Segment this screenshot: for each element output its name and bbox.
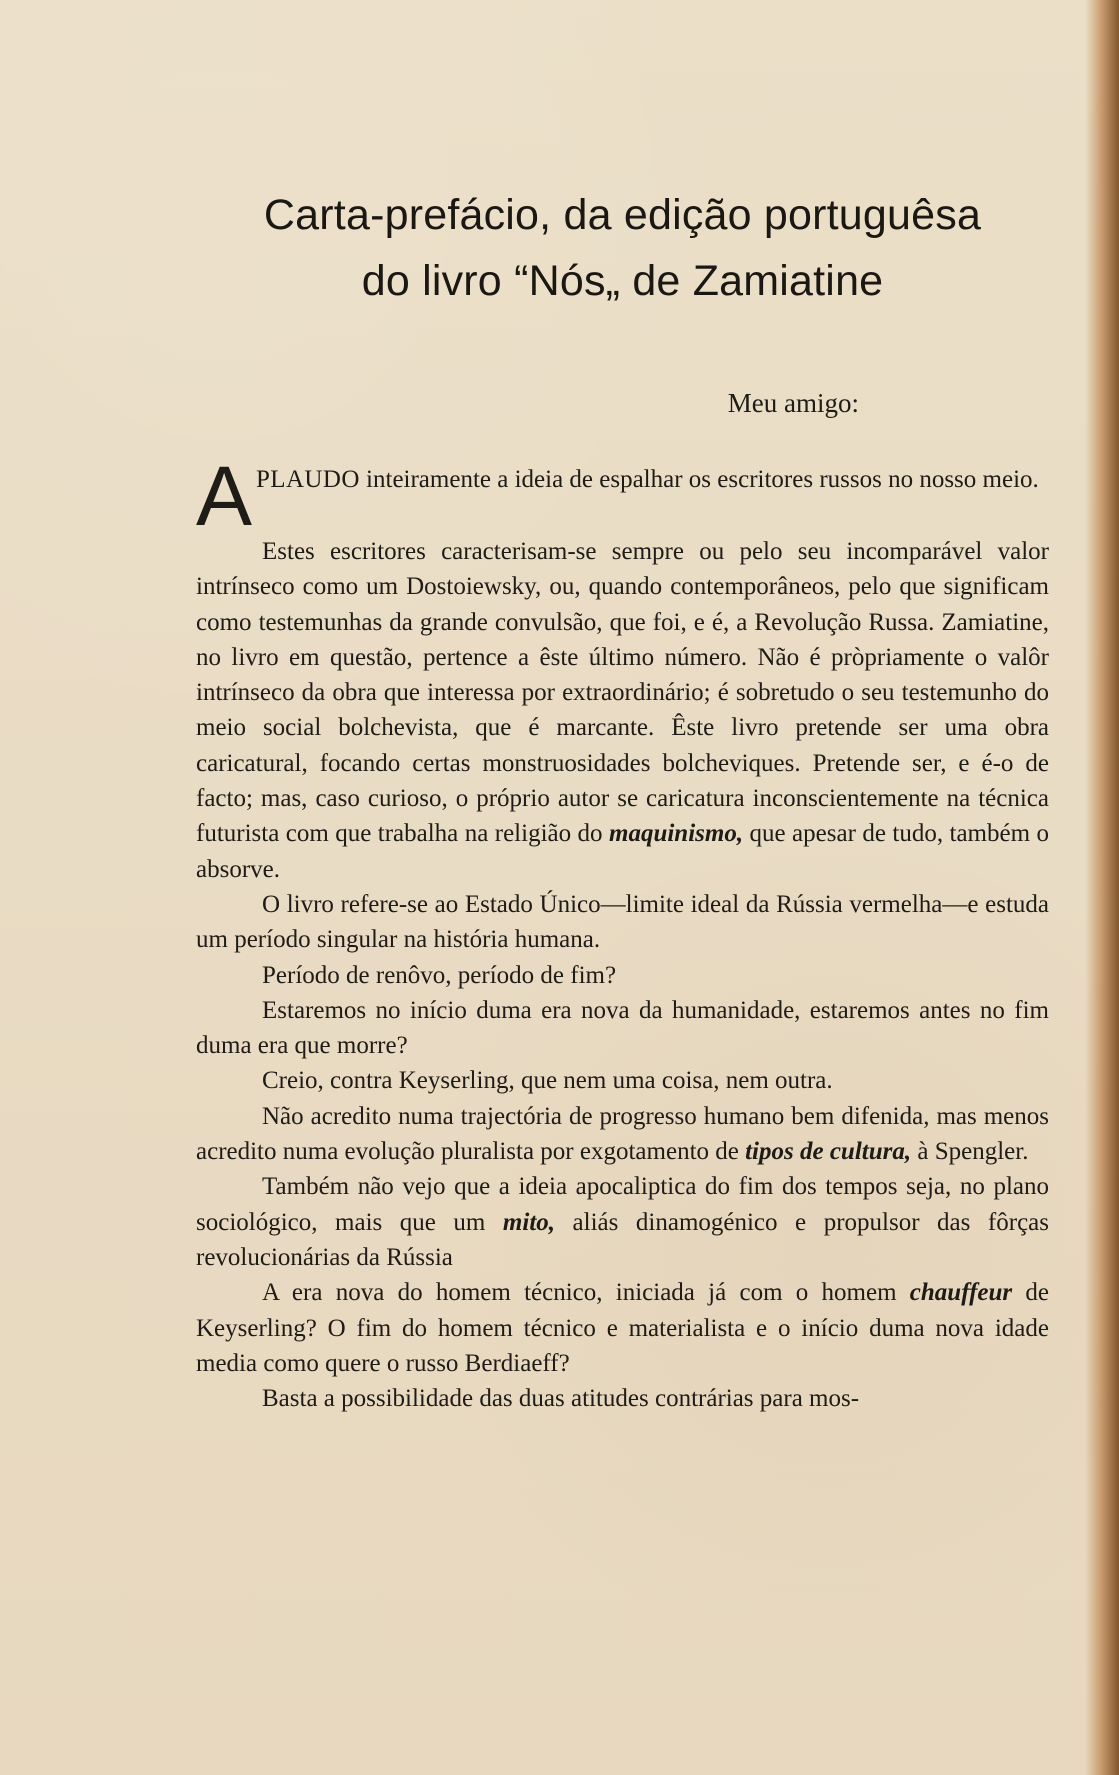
page-edge — [1085, 0, 1119, 1775]
opening-small-caps: PLAUDO — [256, 466, 360, 493]
paragraph-2-text-b: que apesar de tudo, também o absorve. — [196, 820, 1049, 883]
paragraph-8-text-b: aliás dinamogénico e propulsor das fôrças revolucionárias da Rússia — [196, 1208, 1049, 1271]
paragraph-10: Basta a possibilidade das duas atitudes contrárias para mos- — [262, 1385, 860, 1413]
title-line-2: do livro “Nós„ de Zamiatine — [361, 257, 884, 305]
paragraph-7 — [196, 1099, 1049, 1170]
title-line-1: Carta-prefácio, da edição portuguêsa — [263, 191, 982, 239]
paragraph-8 — [196, 1169, 1049, 1275]
paragraph-9-text-b: de Keyserling? O fim do homem técnico e materialista e o início duma nova idade media como quere o russo Berdiaeff? — [196, 1279, 1049, 1377]
paragraph-5: Estaremos no início duma era nova da humanidade, estaremos antes no fim duma era que morre? — [196, 996, 1049, 1060]
paragraph-8-italic: mito, — [502, 1208, 556, 1236]
paragraph-2-italic: maquinismo, — [609, 820, 744, 848]
paragraph-9 — [196, 1275, 1049, 1381]
paragraph-6: Creio, contra Keyserling, que nem uma coisa, nem outra. — [262, 1067, 833, 1095]
paragraph-3: O livro refere-se ao Estado Único—limite ideal da Rússia vermelha—e estuda um período singular na história humana. — [196, 890, 1049, 954]
paragraph-7-italic: tipos de cultura, — [745, 1138, 912, 1166]
paragraph-7-text-b: à Spengler. — [911, 1138, 1029, 1166]
paragraph-4: Período de renôvo, período de fim? — [262, 961, 617, 989]
page-content — [196, 182, 1049, 1416]
opening-text: inteiramente a ideia de espalhar os escritores russos no nosso meio. — [359, 466, 1039, 493]
paragraph-9-text-a: A era nova do homem técnico, iniciada já com o homem — [262, 1279, 910, 1307]
paragraph-9-italic: chauffeur — [909, 1279, 1013, 1307]
paragraph-2 — [196, 534, 1049, 887]
salutation: Meu amigo: — [727, 388, 859, 418]
paragraph-7-text-a: Não acredito numa trajectória de progresso humano bem difenida, mas menos acredito numa evolução pluralista por exgotamento de — [196, 1102, 1049, 1166]
letter-body — [196, 449, 1049, 1416]
drop-cap: A — [196, 449, 253, 543]
document-title — [196, 182, 1049, 314]
paragraph-2-text-a: Estes escritores caracterisam-se sempre ou pelo seu incomparável valor intrínseco como um Dostoiewsky, ou, quando contemporâneos, pelo que significam como testemunhas da grande convulsão, que foi, e é, a Revolução Russa. Zamiatine, no livro em questão, pertence a êste último número. Não é pròpriamente o valôr intrínseco da obra que interessa por extraordinário; é sobretudo o seu testemunho do meio social bolchevista, que é marcante. Êste livro pretende ser uma obra caricatural, focando certas monstruosidades bolcheviques. Pretende ser, e é-o de facto; mas, caso curioso, o próprio autor se caricatura inconscientemente na técnica futurista com que trabalha na religião do — [196, 538, 1049, 848]
opening-paragraph — [196, 449, 1049, 543]
paragraph-8-text-a: Também não vejo que a ideia apocaliptica do fim dos tempos seja, no plano sociológico, mais que um — [196, 1173, 1049, 1236]
